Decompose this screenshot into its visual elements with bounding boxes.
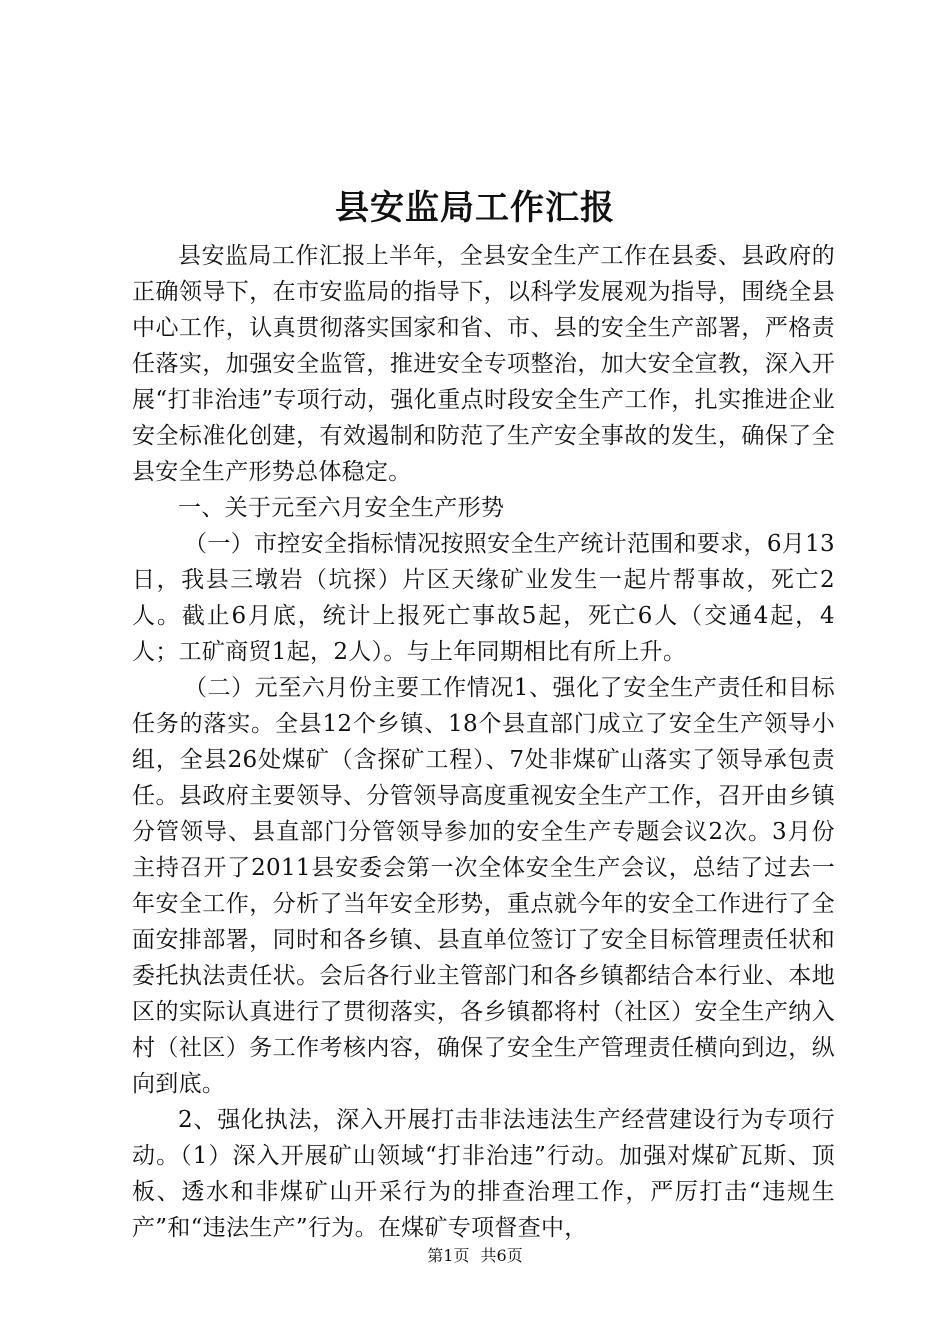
document-body xyxy=(132,238,835,1246)
paragraph-subsection-2: （二）元至六月份主要工作情况1、强化了安全生产责任和目标任务的落实。全县12个乡镇、18个县直部门成立了安全生产领导小组，全县26处煤矿（含探矿工程）、7处非煤矿山落实了领导承包责任。县政府主要领导、分管领导高度重视安全生产工作，召开由乡镇分管领导、县直部门分管领导参加的安全生产专题会议2次。3月份主持召开了2011县安委会第一次全体安全生产会议，总结了过去一年安全工作，分析了当年安全形势，重点就今年的安全工作进行了全面安排部署，同时和各乡镇、县直单位签订了安全目标管理责任状和委托执法责任状。会后各行业主管部门和各乡镇都结合本行业、本地区的实际认真进行了贯彻落实，各乡镇都将村（社区）安全生产纳入村（社区）务工作考核内容，确保了安全生产管理责任横向到边，纵向到底。 xyxy=(132,675,835,1097)
section-heading-1: 一、关于元至六月安全生产形势 xyxy=(178,495,505,521)
page-footer xyxy=(0,1244,950,1268)
page-total: 共6页 xyxy=(480,1246,523,1265)
page-number: 第1页 xyxy=(427,1246,470,1265)
paragraph-item-2: 2、强化执法，深入开展打击非法违法生产经营建设行为专项行动。（1）深入开展矿山领域“打非治违”行动。加强对煤矿瓦斯、顶板、透水和非煤矿山开采行为的排查治理工作，严厉打击“违规生产”和“违法生产”行为。在煤矿专项督查中， xyxy=(132,1107,835,1241)
paragraph-intro: 县安监局工作汇报上半年，全县安全生产工作在县委、县政府的正确领导下，在市安监局的指导下，以科学发展观为指导，围绕全县中心工作，认真贯彻落实国家和省、市、县的安全生产部署，严格责任落实，加强安全监管，推进安全专项整治，加大安全宣教，深入开展“打非治违”专项行动，强化重点时段安全生产工作，扎实推进企业安全标准化创建，有效遏制和防范了生产安全事故的发生，确保了全县安全生产形势总体稳定。 xyxy=(132,243,835,485)
document-title: 县安监局工作汇报 xyxy=(335,188,615,228)
paragraph-subsection-1: （一）市控安全指标情况按照安全生产统计范围和要求，6月13日，我县三墩岩（坑探）片区天缘矿业发生一起片帮事故，死亡2人。截止6月底，统计上报死亡事故5起，死亡6人（交通4起，4人；工矿商贸1起，2人）。与上年同期相比有所上升。 xyxy=(132,531,835,665)
